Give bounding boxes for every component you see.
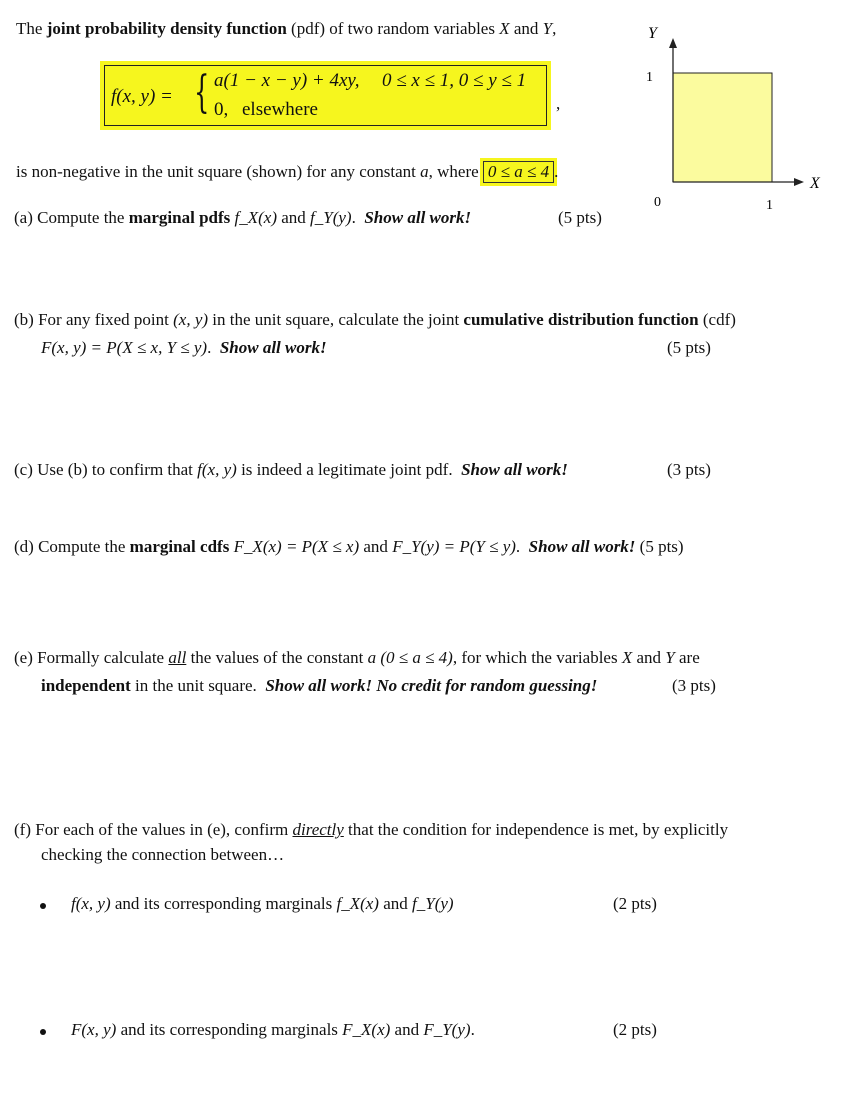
- part-e-all: all: [168, 648, 187, 667]
- pdf-formula-box: [100, 61, 551, 130]
- part-f-directly: directly: [292, 820, 344, 839]
- bullet-2-dot-end: .: [470, 1020, 475, 1039]
- a-range-highlight: 0 ≤ a ≤ 4: [483, 161, 554, 183]
- part-f-line2: [41, 845, 284, 865]
- bullet-1-fy: f_Y(y): [412, 894, 454, 913]
- bullet-2-Fx: F_X(x): [342, 1020, 391, 1039]
- part-d: [14, 537, 684, 557]
- part-a-fx: f_X(x): [234, 208, 277, 227]
- part-b-line2: [41, 338, 327, 358]
- part-e-range: (0 ≤ a ≤ 4): [380, 648, 453, 667]
- intro-var-y: Y: [542, 19, 553, 38]
- nonneg-where: , where: [428, 162, 483, 181]
- bullet-2-and: and: [390, 1020, 424, 1039]
- part-b-dot: .: [207, 338, 212, 357]
- part-e-and: and: [632, 648, 666, 667]
- pdf-case1-cond: 0 ≤ x ≤ 1, 0 ≤ y ≤ 1: [382, 70, 527, 91]
- part-a: [14, 208, 471, 228]
- part-c-points: (3 pts): [667, 460, 711, 479]
- part-c-show: Show all work!: [461, 460, 568, 479]
- bullet-2-text: and its corresponding marginals: [116, 1020, 343, 1039]
- y-one-label: 1: [646, 70, 653, 85]
- part-d-Fx: F_X(x) = P(X ≤ x): [233, 537, 360, 556]
- pdf-case1-expr: a(1 − x − y) + 4xy,: [214, 70, 360, 91]
- part-a-bold: marginal pdfs: [128, 208, 231, 227]
- bullet-1-fxy: f(x, y): [71, 894, 111, 913]
- bullet-1-dot: [40, 903, 46, 909]
- unit-square-figure: [640, 20, 840, 220]
- part-e-post2: are: [674, 648, 700, 667]
- part-e-line2: [41, 676, 597, 696]
- part-e-mid: the values of the constant: [186, 648, 368, 667]
- origin-label: 0: [654, 195, 661, 210]
- y-axis-label: Y: [648, 25, 657, 42]
- x-one-label: 1: [766, 198, 773, 213]
- part-b-points: (5 pts): [667, 338, 711, 357]
- part-a-dot: .: [351, 208, 356, 227]
- part-e-bold: independent: [41, 676, 131, 695]
- pdf-case2-expr: 0,: [214, 99, 229, 120]
- part-c-pre: (c) Use (b) to confirm that: [14, 460, 198, 479]
- bullet-2: [71, 1020, 475, 1040]
- x-axis-arrow: [794, 178, 804, 186]
- part-e-points: (3 pts): [672, 676, 716, 695]
- part-a-and: and: [277, 208, 311, 227]
- x-axis-label: X: [810, 175, 820, 192]
- part-f-line2-text: checking the connection between…: [41, 845, 285, 864]
- intro-line: [16, 19, 556, 39]
- part-d-dot: .: [515, 537, 521, 556]
- part-b-bold: cumulative distribution function: [463, 310, 699, 329]
- bullet-2-dot: [40, 1029, 46, 1035]
- bullet-1-fx: f_X(x): [336, 894, 379, 913]
- part-d-and: and: [359, 537, 393, 556]
- intro-text-1: The: [16, 19, 47, 38]
- part-b-show: Show all work!: [219, 338, 327, 357]
- nonneg-a: a: [420, 162, 429, 181]
- part-b-pre: (b) For any fixed point: [14, 310, 174, 329]
- part-f-post: that the condition for independence is met, by explicitly: [343, 820, 729, 839]
- part-d-Fy: F_Y(y) = P(Y ≤ y): [392, 537, 516, 556]
- part-e-a: a: [367, 648, 377, 667]
- part-a-fy: f_Y(y): [310, 208, 352, 227]
- part-f-pre: (f) For each of the values in (e), confirm: [14, 820, 293, 839]
- part-a-points: (5 pts): [558, 208, 602, 227]
- pdf-brace: {: [194, 67, 210, 118]
- part-e-y: Y: [665, 648, 675, 667]
- part-d-bold: marginal cdfs: [129, 537, 230, 556]
- pdf-case2-cond: elsewhere: [242, 99, 318, 120]
- part-a-label: (a) Compute the: [14, 208, 129, 227]
- pdf-trailing-comma: ,: [556, 94, 561, 113]
- part-c-fxy: f(x, y): [197, 460, 237, 479]
- part-d-points: (5 pts): [639, 537, 684, 556]
- pdf-lhs: f(x, y) =: [111, 86, 173, 107]
- y-axis-arrow: [669, 38, 677, 48]
- part-a-show: Show all work!: [364, 208, 472, 227]
- part-b-xy: (x, y): [173, 310, 209, 329]
- nonneg-end: .: [554, 162, 559, 181]
- part-b-cdf-def: F(x, y) = P(X ≤ x, Y ≤ y): [41, 338, 208, 357]
- part-c: [14, 460, 568, 480]
- nonneg-line: [16, 161, 558, 183]
- part-d-pre: (d) Compute the: [14, 537, 130, 556]
- unit-square: [673, 73, 772, 182]
- bullet-1-points: (2 pts): [613, 894, 657, 913]
- part-e-line1: [14, 648, 700, 668]
- part-e-post1: , for which the variables: [452, 648, 622, 667]
- part-e-pre: (e) Formally calculate: [14, 648, 169, 667]
- bullet-2-points: (2 pts): [613, 1020, 657, 1039]
- nonneg-text: is non-negative in the unit square (shown) for any constant: [16, 162, 421, 181]
- intro-and: and: [509, 19, 543, 38]
- part-c-post: is indeed a legitimate joint pdf.: [236, 460, 453, 479]
- bullet-2-Fy: F_Y(y): [423, 1020, 471, 1039]
- bullet-1: [71, 894, 454, 914]
- part-f-line1: [14, 820, 728, 840]
- intro-text-2: (pdf) of two random variables: [286, 19, 500, 38]
- bullet-1-and: and: [378, 894, 413, 913]
- part-e-show: Show all work! No credit for random guessing!: [265, 676, 598, 695]
- bullet-1-text: and its corresponding marginals: [110, 894, 337, 913]
- part-d-show: Show all work!: [528, 537, 636, 556]
- intro-var-x: X: [499, 19, 510, 38]
- intro-end: ,: [552, 19, 557, 38]
- part-b-line1: [14, 310, 736, 330]
- part-e-x: X: [621, 648, 633, 667]
- intro-bold-term: joint probability density function: [46, 19, 287, 38]
- part-e-line2-mid: in the unit square.: [130, 676, 257, 695]
- part-b-mid: in the unit square, calculate the joint: [208, 310, 464, 329]
- part-b-end: (cdf): [698, 310, 736, 329]
- bullet-2-Fxy: F(x, y): [71, 1020, 117, 1039]
